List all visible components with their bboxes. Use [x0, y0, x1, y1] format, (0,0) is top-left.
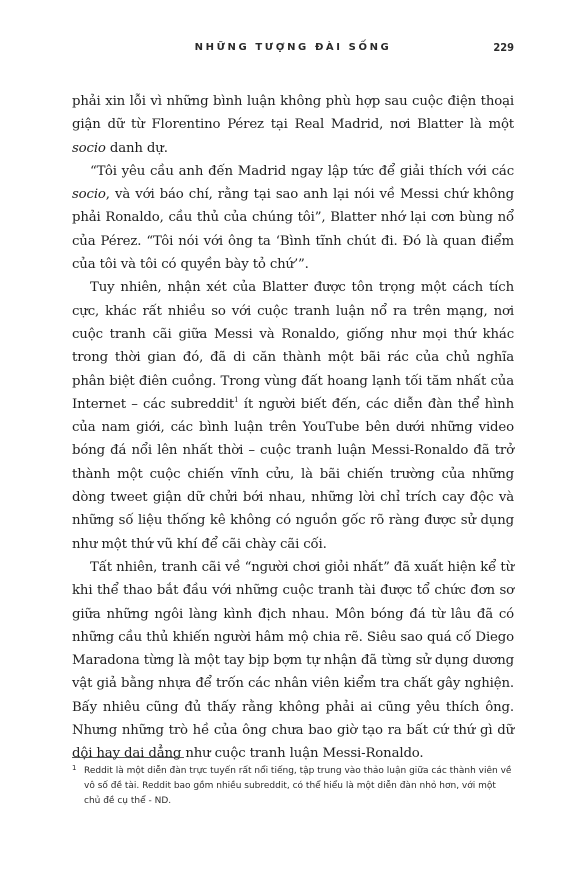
footnote-reference: 1: [234, 395, 239, 404]
page-number: 229: [493, 41, 514, 54]
paragraph-1: [72, 90, 514, 160]
paragraph-1-italic-term: socio: [72, 140, 106, 156]
paragraph-4: Tất nhiên, tranh cãi về “người chơi giỏi nhất” đã xuất hiện kể từ khi thể thao bắt đầu với những cuộc tranh tài được tổ chức đơn sơ giữa những ngôi làng kình địch nhau. Môn bóng đá từ lâu đã có những cầu thủ khiến người hâm mộ chia rẽ. Siêu sao quá cố Diego Maradona từng là một tay bịp bợm tự nhận đã từng sử dụng dương vật giả bằng nhựa để trốn các nhân viên kiểm tra chất gây nghiện. Bấy nhiêu cũng đủ thấy rằng không phải ai cũng yêu thích ông. Nhưng những trò hề của ông chưa bao giờ tạo ra bất cứ thứ gì dữ dội hay dai dẳng như cuộc tranh luận Messi-Ronaldo.: [72, 559, 514, 762]
footnote-text: Reddit là một diễn đàn trực tuyến rất nổi tiếng, tập trung vào thảo luận giữa các thành viên về vô số đề tài. Reddit bao gồm nhiều subreddit, có thể hiểu là một diễn đàn nhỏ hơn, với một chủ đề cụ thể - ND.: [84, 766, 512, 806]
paragraph-3: [72, 276, 514, 556]
footnote: [72, 764, 514, 809]
paragraph-2-text: “Tôi yêu cầu anh đến Madrid ngay lập tức để giải thích với các: [90, 163, 514, 179]
paragraph-1-text-end: danh dự.: [105, 140, 168, 156]
paragraph-3-text-end: ít người biết đến, các diễn đàn thể hình của nam giới, các bình luận trên YouTube bên dưới những video bóng đá nổi lên nhất thời – cuộc tranh luận Messi-Ronaldo đã trở thành một cuộc chiến vĩnh cửu, là bãi chiến trường của những dòng tweet giận dữ chửi bới nhau, những lời chỉ trích cay độc và những số liệu thống kê không có nguồn gốc rõ ràng được sử dụng như một thứ vũ khí để cãi chày cãi cối.: [72, 396, 514, 552]
paragraph-1-text: phải xin lỗi vì những bình luận không phù hợp sau cuộc điện thoại giận dữ từ Florentino Pérez tại Real Madrid, nơi Blatter là một: [72, 94, 514, 133]
paragraph-2: [72, 160, 514, 276]
footnote-number: 1: [72, 764, 77, 772]
page-header: [72, 42, 514, 58]
paragraph-2-text-end: , và với báo chí, rằng tại sao anh lại nói về Messi chứ không phải Ronaldo, cầu thủ của chúng tôi”, Blatter nhớ lại cơn bùng nổ của Pérez. “Tôi nói với ông ta ‘Bình tĩnh chút đi. Đó là quan điểm của tôi và tôi có quyền bày tỏ chứ’”.: [72, 187, 514, 273]
paragraph-2-italic-term: socio: [72, 187, 106, 203]
paragraph-3-text: Tuy nhiên, nhận xét của Blatter được tôn trọng một cách tích cực, khác rất nhiều so với cuộc tranh luận nổ ra trên mạng, nơi cuộc tranh cãi giữa Messi và Ronaldo, giống như mọi thứ khác trong thời gian đó, đã di căn thành một bãi rác của chủ nghĩa phân biệt điên cuồng. Trong vùng đất hoang lạnh tối tăm nhất của Internet – các subreddit: [72, 280, 514, 412]
body-text: [72, 90, 514, 766]
footnote-divider: [72, 757, 184, 758]
running-title: NHỮNG TƯỢNG ĐÀI SỐNG: [194, 42, 392, 53]
